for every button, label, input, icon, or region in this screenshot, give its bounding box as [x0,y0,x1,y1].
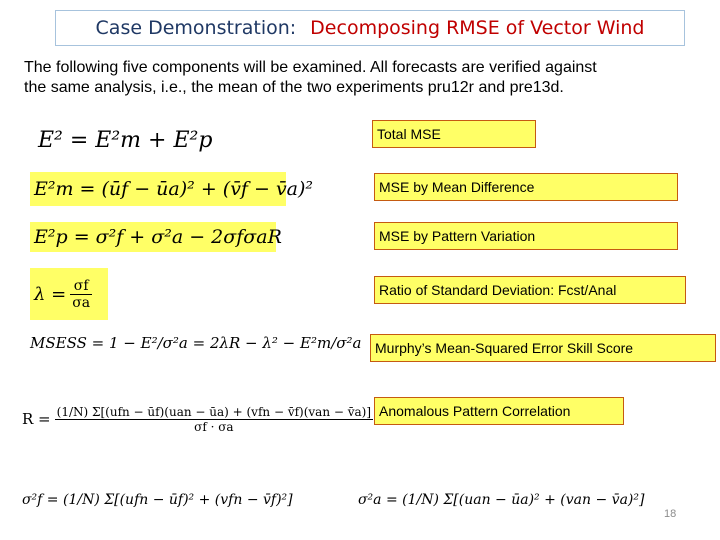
formula-sigma-a: σ²a = (1/N) Σ[(uan − ūa)² + (van − v̄a)²] [358,492,645,508]
lambda-numerator: σf [70,278,92,295]
formula-pattern-variation: E²p = σ²f + σ²a − 2σfσaR [30,222,276,252]
slide-title [55,10,685,46]
title-part-1: Case Demonstration: [95,17,297,39]
intro-text [24,58,704,98]
lambda-fraction [70,278,92,311]
formula-total-mse: E² = E²m + E²p [38,128,213,153]
label-mse-pattern-variation: MSE by Pattern Variation [374,222,678,250]
lambda-lhs: λ = [34,283,67,305]
label-total-mse: Total MSE [372,120,536,148]
label-ratio-std-dev: Ratio of Standard Deviation: Fcst/Anal [374,276,686,304]
label-anomalous-pattern-correlation: Anomalous Pattern Correlation [374,397,624,425]
r-numerator: (1/N) Σ[(ufn − ūf)(uan − ūa) + (vfn − v̄f)(van − v̄a)] [56,404,372,419]
intro-line-1: The following five components will be examined. All forecasts are verified against [24,59,597,76]
intro-line-2: the same analysis, i.e., the mean of the two experiments pru12r and pre13d. [24,79,564,96]
r-denominator: σf · σa [194,419,234,434]
label-mse-mean-difference: MSE by Mean Difference [374,173,678,201]
label-murphy-skill-score: Murphy’s Mean-Squared Error Skill Score [370,334,716,362]
formula-sigma-f: σ²f = (1/N) Σ[(ufn − ūf)² + (vfn − v̄f)²] [22,492,293,508]
r-lhs: R = [22,410,51,428]
formula-msess: MSESS = 1 − E²/σ²a = 2λR − λ² − E²m/σ²a [30,334,362,352]
title-part-2: Decomposing RMSE of Vector Wind [310,17,645,39]
page-number: 18 [664,508,677,520]
lambda-denominator: σa [72,294,91,311]
formula-mean-difference: E²m = (ūf − ūa)² + (v̄f − v̄a)² [30,172,286,206]
r-fraction [55,405,373,434]
formula-lambda [30,268,108,320]
formula-correlation [22,388,373,450]
